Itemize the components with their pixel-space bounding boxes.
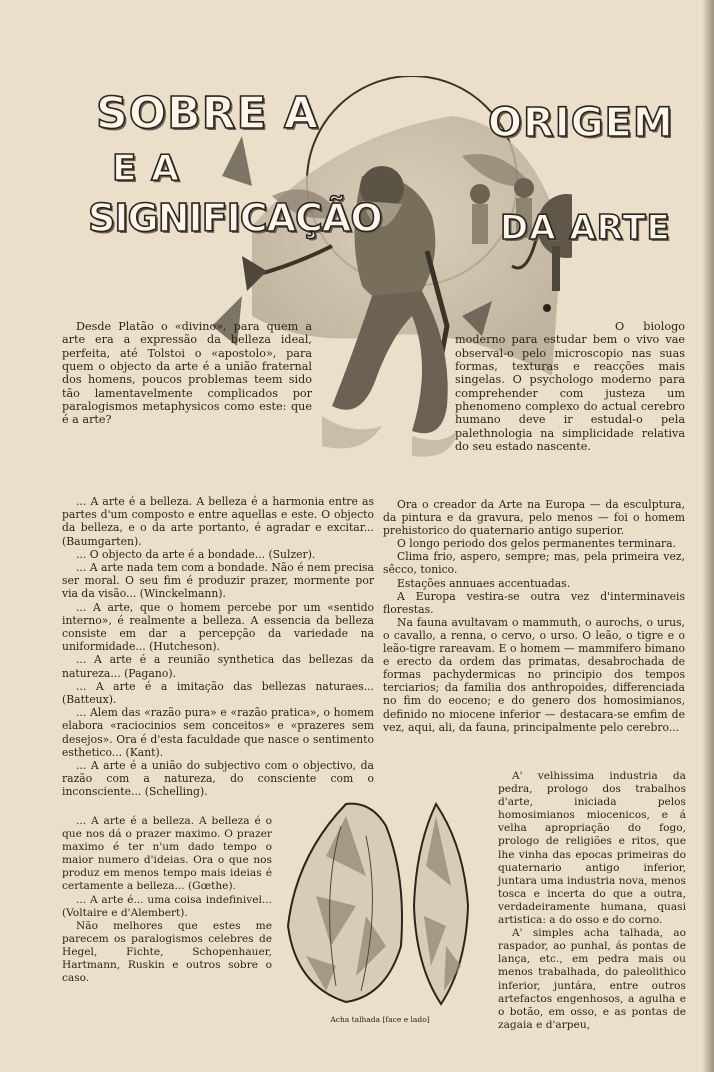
- title-word-e-a: E A: [112, 148, 180, 189]
- paragraph: ... A arte é... uma coisa indefinivel... (Voltaire e d'Alembert).: [62, 893, 272, 919]
- paragraph: ... A arte, que o homem percebe por um «sentido interno», é realmente a belleza. A essencia da belleza consiste em dar a percepção da variedade na uniformidade... (Hutcheson).: [62, 600, 374, 654]
- title-word-origem: ORIGEM: [488, 100, 674, 146]
- left-quotes: [62, 495, 374, 799]
- right-lower: [498, 770, 686, 1032]
- paragraph: A' simples acha talhada, ao raspador, ao punhal, ás pontas de lança, etc., em pedra mais ou menos trabalhada, do paleolithico inferior, juntára, entre outros artefactos engenhosos, a agulha e o botão, em osso, e as pontas de zagaia e d'arpeu,: [498, 927, 686, 1031]
- paragraph: O biologo moderno para estudar bem o vivo vae observal-o pelo microscopio nas suas formas, texturas e reacções mais singelas. O psychologo moderno para comprehender com justeza um phenomeno complexo do actual cerebro humano deve ir estudal-o pela palethnologia na simplicidade relativa do seu estado nascente.: [455, 320, 685, 454]
- stone-axe-illustration: [276, 796, 476, 1012]
- title-word-sobre-a: SOBRE A: [96, 88, 319, 139]
- paragraph: ... O objecto da arte é a bondade... (Sulzer).: [76, 547, 316, 561]
- page-edge: [702, 0, 714, 1072]
- paragraph: ... A arte é a imitação das bellezas naturaes... (Batteux).: [62, 679, 374, 707]
- right-body: [383, 498, 685, 734]
- paragraph: ... Alem das «razão pura» e «razão pratica», o homem elabora «raciocinios sem conceitos» e «prazeres sem desejos». Ora é d'esta faculdade que nasce o sentimento esthetico... (Kant).: [62, 706, 374, 759]
- paragraph: Ora o creador da Arte na Europa — da esculptura, da pintura e da gravura, pelo menos — foi o homem prehistorico do quaternario antigo superior.: [383, 498, 685, 538]
- paragraph: Não melhores que estes me parecem os paralogismos celebres de Hegel, Fichte, Schopenhauer, Hartmann, Ruskin e outros sobre o caso.: [62, 919, 272, 985]
- paragraph: ... A arte nada tem com a bondade. Não é nem precisa ser moral. O seu fim é produzir prazer, mormente por via da visão... (Winckelmann).: [62, 561, 374, 601]
- paragraph: Clima frio, aspero, sempre; mas, pela primeira vez, sêcco, tonico.: [383, 550, 685, 577]
- paragraph: A' velhissima industria da pedra, prologo dos trabalhos d'arte, iniciada pelos homosimianos miocenicos, e á velha apropriação do fogo, prologo de religiões e ritos, que lhe vinha das epocas primeiras do quaternario antigo inferior, juntara uma industria nova, menos tosca e incerta do que a outra, verdadeiramente humana, quasi artistica: a do osso e do corno.: [498, 770, 686, 927]
- paragraph: Desde Platão o «divino», para quem a arte era a expressão da belleza ideal, perfeita, até Tolstoi o «apostolo», para quem o objecto da arte é a união fraternal dos homens, poucos problemas teem sido tão lamentavelmente complicados por paralogismos metaphysicos como este: que é a arte?: [62, 320, 312, 427]
- title-word-significacao: SIGNIFICAÇÃO: [88, 196, 382, 240]
- paragraph: A Europa vestira-se outra vez d'interminaveis florestas.: [383, 589, 685, 616]
- paragraph: ... A arte é a união do subjectivo com o objectivo, da razão com a natureza, do consciente com o inconsciente... (Schelling).: [62, 759, 374, 799]
- left-intro: [62, 320, 312, 427]
- left-lower: [62, 815, 272, 985]
- right-intro: [455, 320, 685, 453]
- title-word-da-arte: DA ARTE: [500, 208, 671, 248]
- paragraph: ... A arte é a reunião synthetica das bellezas da natureza... (Pagano).: [62, 653, 374, 680]
- paragraph: ... A arte é a belleza. A belleza é a harmonia entre as partes d'um composto e entre aquellas e este. O objecto da belleza, e o da arte portanto, é agradar e excitar... (Baumgarten).: [62, 495, 374, 548]
- paragraph: Estações annuaes accentuadas.: [397, 576, 571, 590]
- paragraph: Na fauna avultavam o mammuth, o aurochs, o urus, o cavallo, a renna, o cervo, o urso. O leão, o tigre e o leão-tigre rareavam. E o homem — mammifero bimano e erecto da ordem das primatas, desabrochada de formas pachydermicas no principio dos tempos terciarios; da familia dos anthropoides, differenciada no fim do eoceno; e do genero dos homosimianos, definido no miocene inferior — destacara-se emfim de vez, aqui, ali, da fauna, principalmente pelo cerebro...: [383, 615, 685, 734]
- paragraph: O longo periodo dos gelos permanentes terminara.: [397, 537, 677, 551]
- figure-caption: Acha talhada [face e lado]: [330, 1015, 430, 1024]
- paragraph: ... A arte é a belleza. A belleza é o que nos dá o prazer maximo. O prazer maximo é ter n'um dado tempo o maior numero d'ideias. Ora o que nos produz em menos tempo mais ideias é certamente a belleza... (Gœthe).: [62, 815, 272, 893]
